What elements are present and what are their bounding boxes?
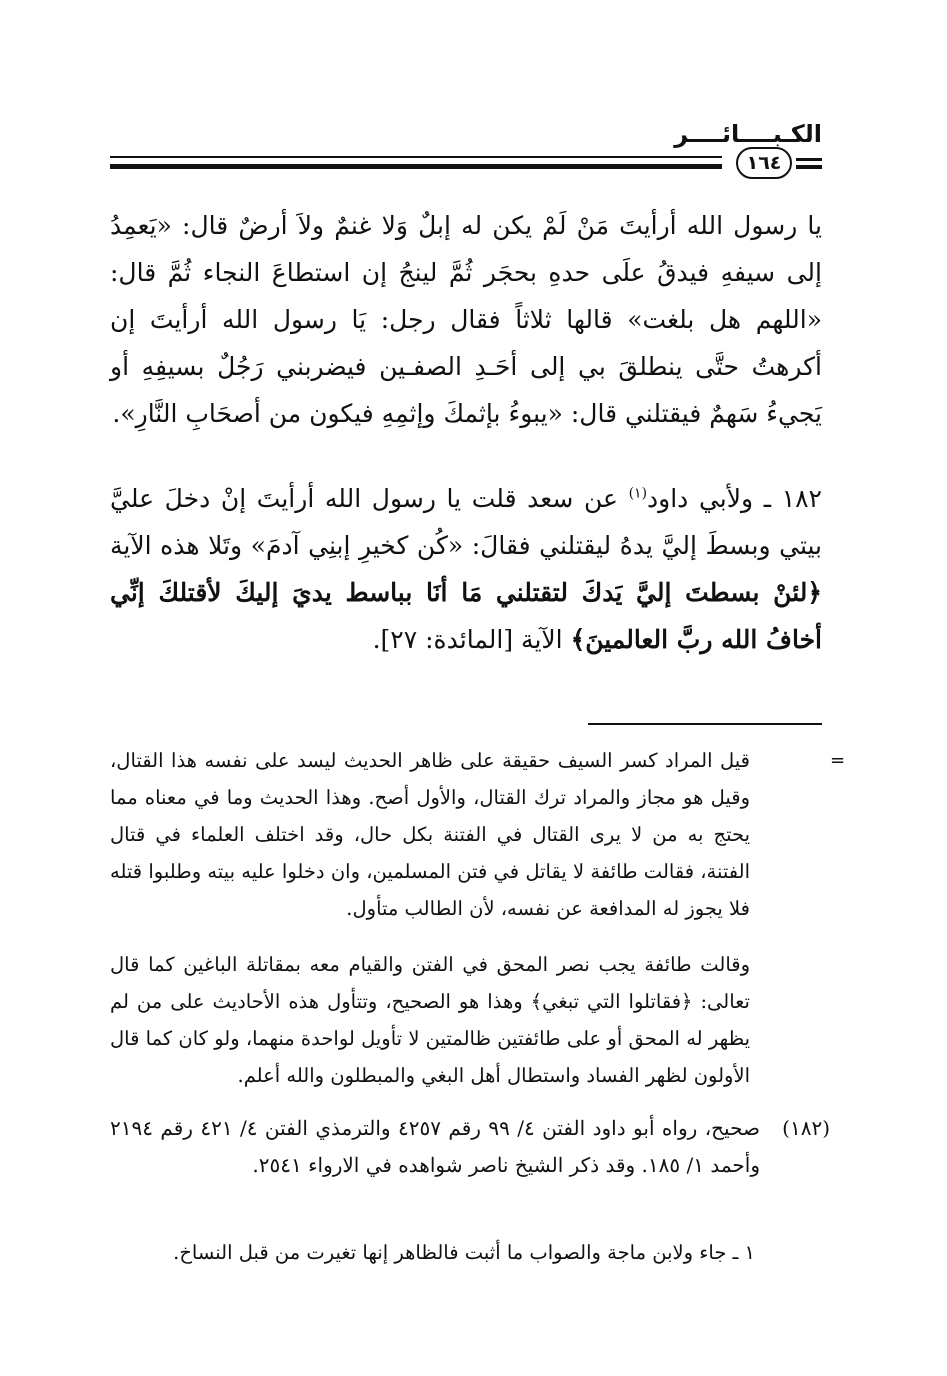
footnote-separator [588,723,822,725]
footnote-number-182: (١٨٢) [782,1116,830,1140]
main-paragraph-1: يا رسول الله أرأيتَ مَنْ لَمْ يكن له إبلٌ وَلا غنمٌ ولاَ أرضٌ قال: «يَعمِدُ إلى سيفهِ فيدقُ علَى حدهِ بحجَر ثُمَّ لينجُ إن استطاعَ النجاء ثُمَّ قال: «اللهم هل بلغت» قالها ثلاثاً فقال رجل: يَا رسول الله أرأيتَ إن أكرهتُ حتَّى ينطلقَ بي إلى أحَـدِ الصفـين فيضربني رَجُلٌ بسيفِهِ أو يَجيءُ سَهمٌ فيقتلني قال: «يبوءُ بإثمكَ وإثمِهِ فيكون من أصحَابِ النَّارِ». [110,211,822,428]
running-title: الكـبــــائــــر [674,120,822,148]
header-rule-thin [110,156,722,158]
footnote-paragraph-2: وقالت طائفة يجب نصر المحق في الفتن والقيام معه بمقاتلة الباغين كما قال تعالى: ﴿فقاتلوا التي تبغي﴾ وهذا هو الصحيح، وتتأول هذه الأحاديث على من لم يظهر له المحق أو على طائفتين ظالمتين لا تأويل لواحدة منهما، ولو كان كما قال الأولون لظهر الفساد واستطال أهل البغي والمبطلون والله أعلم. [110,953,750,1087]
quran-verse: ﴿لئنْ بسطتَ إليَّ يَدكَ لتقتلني مَا أنَا بباسط يديَ إليكَ لأقتلكَ إنِّي أخافُ الله ربَّ العالمينَ﴾ [110,578,822,654]
footnote-paragraph-1: قيل المراد كسر السيف حقيقة على ظاهر الحديث ليسد على نفسه هذا القتال، وقيل هو مجاز والمراد ترك القتال، والأول أصح. وهذا الحديث وما في معناه مما يحتج به من لا يرى القتال في الفتنة بكل حال، وقد اختلف العلماء في قتال الفتنة، فقالت طائفة لا يقاتل في فتن المسلمين، وان دخلوا عليه بيته وطلبوا قتله فلا يجوز له المدافعة عن نفسه، لأن الطالب متأول. [110,749,750,920]
page-number: ١٦٤ [736,147,792,179]
header-rule-tail-thin [796,158,822,161]
page-header [110,118,822,188]
header-rule-thick [110,164,722,169]
main-paragraph-2 [110,475,822,663]
continuation-mark: = [830,750,846,771]
footnote-takhrij-182: صحيح، رواه أبو داود الفتن ٤/ ٩٩ رقم ٤٢٥٧ والترمذي الفتن ٤/ ٤٢١ رقم ٢١٩٤ وأحمد ١/ ١٨٥. وقد ذكر الشيخ ناصر شواهده في الارواء ٢٥٤١. [110,1116,760,1177]
footnote-ref-1: (١) [628,485,648,502]
verse-reference: الآية [المائدة: ٢٧]. [372,625,571,654]
hadith-body: عن سعد قلت يا رسول الله أرأيتَ إنْ دخلَ عليَّ بيتي وبسطَ إليَّ يدهُ ليقتلني فقالَ: «كُن كخيرِ إبنِي آدمَ» وتَلا هذه الآية [110,484,822,560]
footnote-1: ١ ـ جاء ولابن ماجة والصواب ما أثبت فالظاهر إنها تغيرت من قبل النساخ. [173,1241,755,1264]
header-rule-tail-thick [796,165,822,169]
hadith-number: ١٨٢ ـ ولأبي داود [647,484,822,513]
